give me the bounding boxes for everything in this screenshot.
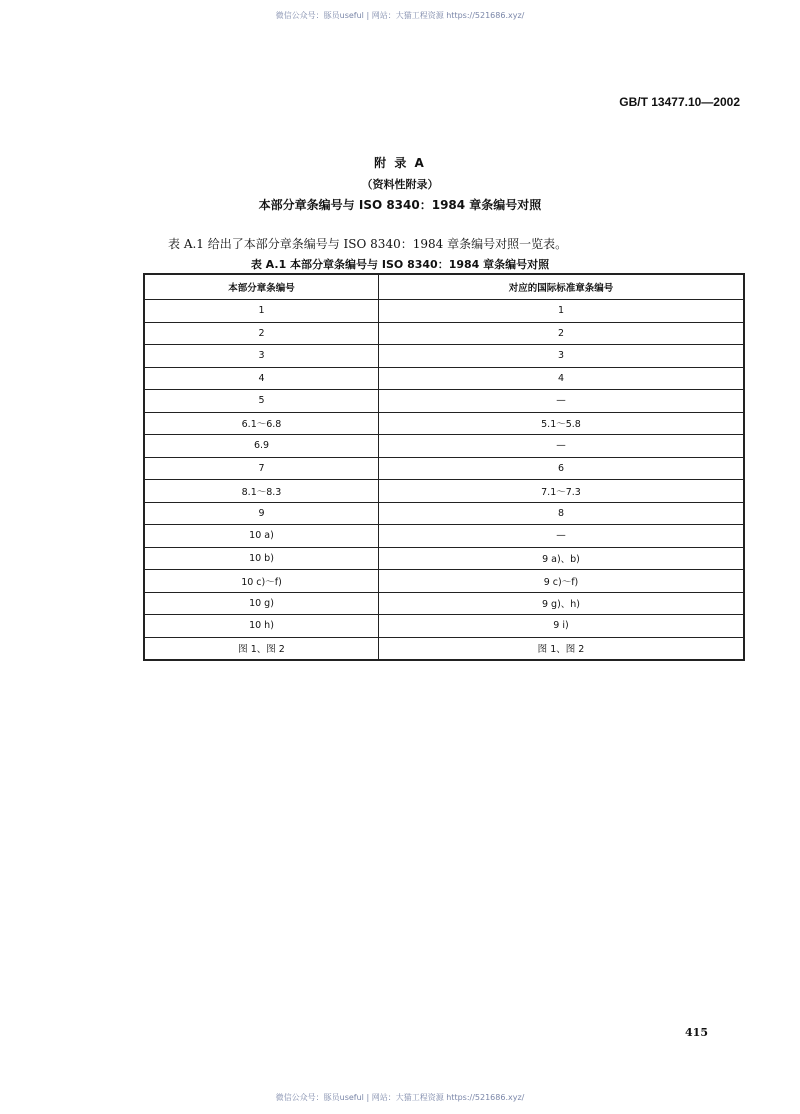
- cell-iso: 9 a)、b): [378, 547, 744, 570]
- watermark-top: 微信公众号：豚员useful | 网站：大猫工程资源 https://521686.xyz/: [275, 11, 525, 20]
- intro-paragraph: 表 A.1 给出了本部分章条编号与 ISO 8340：1984 章条编号对照一览表。: [168, 237, 568, 251]
- cell-this-part: 7: [144, 457, 378, 480]
- cell-this-part: 8.1～8.3: [144, 480, 378, 503]
- cell-iso: 3: [378, 345, 744, 368]
- appendix-subject: 本部分章条编号与 ISO 8340：1984 章条编号对照: [258, 198, 542, 212]
- cell-iso: 1: [378, 300, 744, 323]
- cell-iso: 5.1～5.8: [378, 412, 744, 435]
- cell-iso: —: [378, 525, 744, 548]
- cell-this-part: 5: [144, 390, 378, 413]
- table-caption: 表 A.1 本部分章条编号与 ISO 8340：1984 章条编号对照: [250, 258, 550, 271]
- cell-iso: 7.1～7.3: [378, 480, 744, 503]
- table-header-row: [144, 274, 744, 300]
- table-row: [144, 570, 744, 593]
- page-number: 415: [685, 1026, 708, 1039]
- table-row: [144, 637, 744, 660]
- mapping-table: [143, 273, 745, 661]
- cell-iso: 9 c)～f): [378, 570, 744, 593]
- appendix-type: （资料性附录）: [361, 178, 439, 191]
- watermark-bottom: 微信公众号：豚员useful | 网站：大猫工程资源 https://521686.xyz/: [275, 1093, 525, 1102]
- table-row: [144, 345, 744, 368]
- cell-this-part: 10 c)～f): [144, 570, 378, 593]
- table-row: [144, 300, 744, 323]
- table-row: [144, 390, 744, 413]
- cell-this-part: 10 b): [144, 547, 378, 570]
- cell-iso: 2: [378, 322, 744, 345]
- table-row: [144, 457, 744, 480]
- table-row: [144, 435, 744, 458]
- table-row: [144, 502, 744, 525]
- table-row: [144, 367, 744, 390]
- cell-iso: 9 g)、h): [378, 592, 744, 615]
- table-row: [144, 412, 744, 435]
- cell-iso: —: [378, 435, 744, 458]
- cell-iso: 8: [378, 502, 744, 525]
- cell-this-part: 6.9: [144, 435, 378, 458]
- table-row: [144, 322, 744, 345]
- header-this-part: 本部分章条编号: [144, 274, 378, 300]
- cell-this-part: 图 1、图 2: [144, 637, 378, 660]
- table-row: [144, 525, 744, 548]
- cell-iso: 9 i): [378, 615, 744, 638]
- cell-this-part: 10 g): [144, 592, 378, 615]
- cell-iso: 图 1、图 2: [378, 637, 744, 660]
- cell-this-part: 3: [144, 345, 378, 368]
- table-row: [144, 547, 744, 570]
- cell-iso: —: [378, 390, 744, 413]
- header-iso: 对应的国际标准章条编号: [378, 274, 744, 300]
- cell-this-part: 9: [144, 502, 378, 525]
- cell-iso: 4: [378, 367, 744, 390]
- cell-this-part: 1: [144, 300, 378, 323]
- cell-this-part: 4: [144, 367, 378, 390]
- cell-this-part: 10 h): [144, 615, 378, 638]
- cell-this-part: 2: [144, 322, 378, 345]
- cell-this-part: 10 a): [144, 525, 378, 548]
- table-row: [144, 480, 744, 503]
- cell-iso: 6: [378, 457, 744, 480]
- standard-number: GB/T 13477.10—2002: [619, 95, 740, 109]
- table-row: [144, 592, 744, 615]
- table-row: [144, 615, 744, 638]
- appendix-title: 附 录 A: [374, 156, 426, 170]
- cell-this-part: 6.1～6.8: [144, 412, 378, 435]
